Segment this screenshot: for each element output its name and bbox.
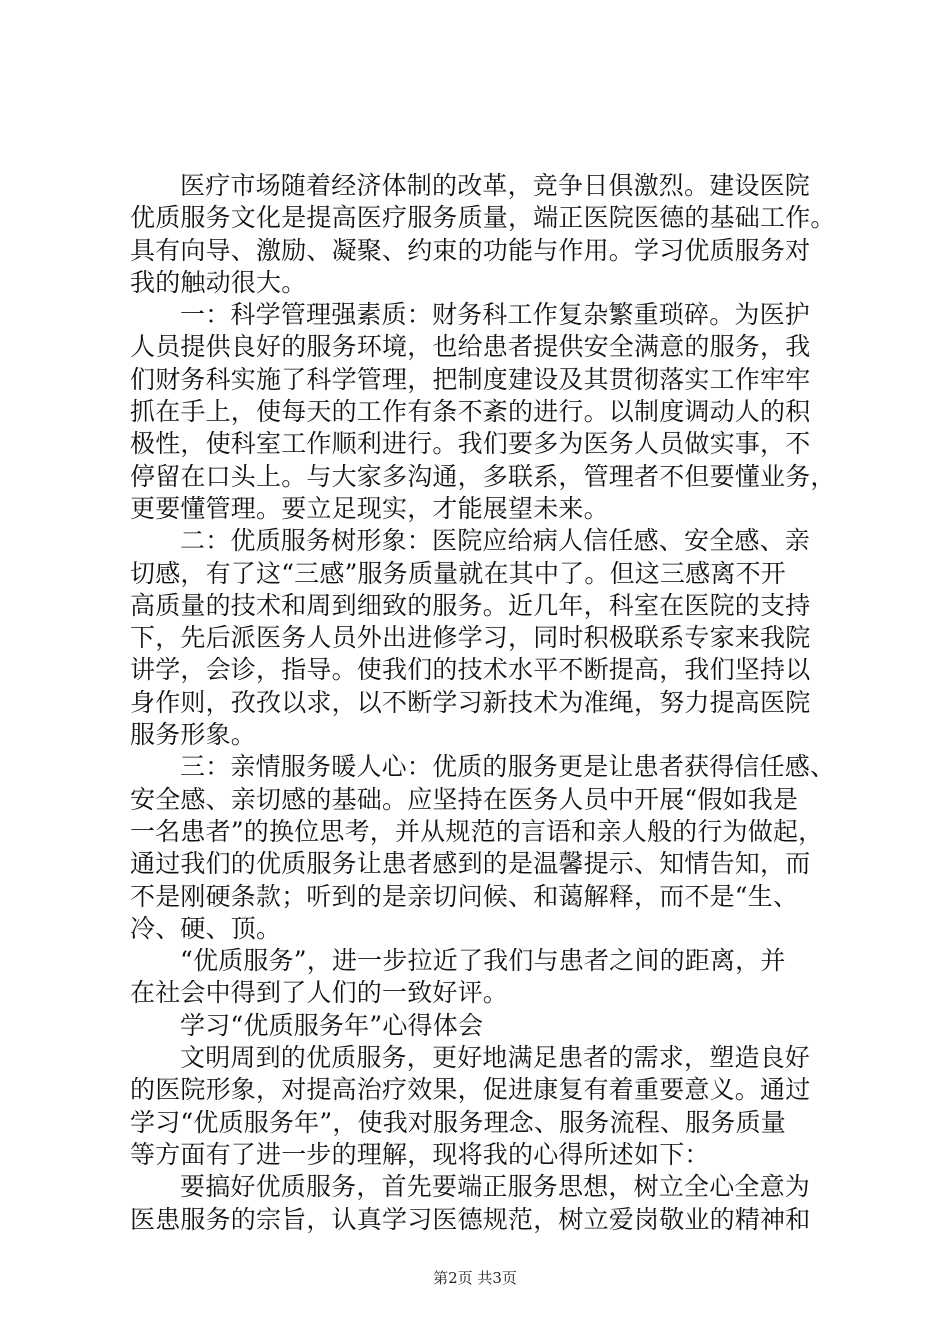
text-line: 一名患者”的换位思考，并从规范的言语和亲人般的行为做起，	[130, 816, 824, 846]
page-footer: 第2页 共3页	[433, 1269, 517, 1287]
text-line: “优质服务”，进一步拉近了我们与患者之间的距离，并	[180, 946, 786, 976]
text-line: 讲学，会诊，指导。使我们的技术水平不断提高，我们坚持以	[130, 655, 811, 685]
text-line: 切感，有了这“三感”服务质量就在其中了。但这三感离不开	[130, 558, 786, 588]
text-line: 们财务科实施了科学管理，把制度建设及其贯彻落实工作牢牢	[130, 364, 811, 394]
text-line: 不是刚硬条款；听到的是亲切问候、和蔼解释，而不是“生、	[130, 881, 799, 911]
text-line: 等方面有了进一步的理解，现将我的心得所述如下：	[130, 1139, 710, 1169]
text-line: 优质服务文化是提高医疗服务质量，端正医院医德的基础工作。	[130, 203, 836, 233]
text-line: 极性，使科室工作顺利进行。我们要多为医务人员做实事，不	[130, 429, 811, 459]
text-line: 我的触动很大。	[130, 267, 307, 297]
text-line: 安全感、亲切感的基础。应坚持在医务人员中开展“假如我是	[130, 784, 799, 814]
section-heading: 学习“优质服务年”心得体会	[180, 1010, 484, 1040]
text-line: 服务形象。	[130, 720, 257, 750]
document-body	[130, 170, 836, 1236]
text-line: 的医院形象，对提高治疗效果，促进康复有着重要意义。通过	[130, 1075, 811, 1105]
text-line: 人员提供良好的服务环境，也给患者提供安全满意的服务，我	[130, 332, 811, 362]
text-line: 医疗市场随着经济体制的改革，竞争日俱激烈。建设医院	[180, 171, 811, 200]
text-line: 冷、硬、顶。	[130, 913, 282, 943]
text-line: 在社会中得到了人们的一致好评。	[130, 978, 509, 1008]
text-line: 抓在手上，使每天的工作有条不紊的进行。以制度调动人的积	[130, 397, 811, 427]
text-line: 高质量的技术和周到细致的服务。近几年，科室在医院的支持	[130, 590, 811, 620]
text-line: 要搞好优质服务，首先要端正服务思想，树立全心全意为	[180, 1172, 811, 1202]
text-line: 一：科学管理强素质：财务科工作复杂繁重琐碎。为医护	[180, 300, 811, 330]
text-line: 三：亲情服务暖人心：优质的服务更是让患者获得信任感、	[180, 752, 836, 782]
text-line: 二：优质服务树形象：医院应给病人信任感、安全感、亲	[180, 526, 811, 556]
text-line: 停留在口头上。与大家多沟通，多联系，管理者不但要懂业务，	[130, 461, 836, 491]
text-line: 文明周到的优质服务，更好地满足患者的需求，塑造良好	[180, 1043, 811, 1073]
text-line: 医患服务的宗旨，认真学习医德规范，树立爱岗敬业的精神和	[130, 1204, 811, 1234]
text-line: 通过我们的优质服务让患者感到的是温馨提示、知情告知，而	[130, 849, 811, 879]
text-line: 身作则，孜孜以求，以不断学习新技术为准绳，努力提高医院	[130, 687, 811, 717]
text-line: 具有向导、激励、凝聚、约束的功能与作用。学习优质服务对	[130, 235, 811, 265]
text-line: 下，先后派医务人员外出进修学习，同时积极联系专家来我院	[130, 623, 811, 653]
text-line: 更要懂管理。要立足现实，才能展望未来。	[130, 493, 609, 523]
text-line: 学习“优质服务年”，使我对服务理念、服务流程、服务质量	[130, 1107, 786, 1137]
